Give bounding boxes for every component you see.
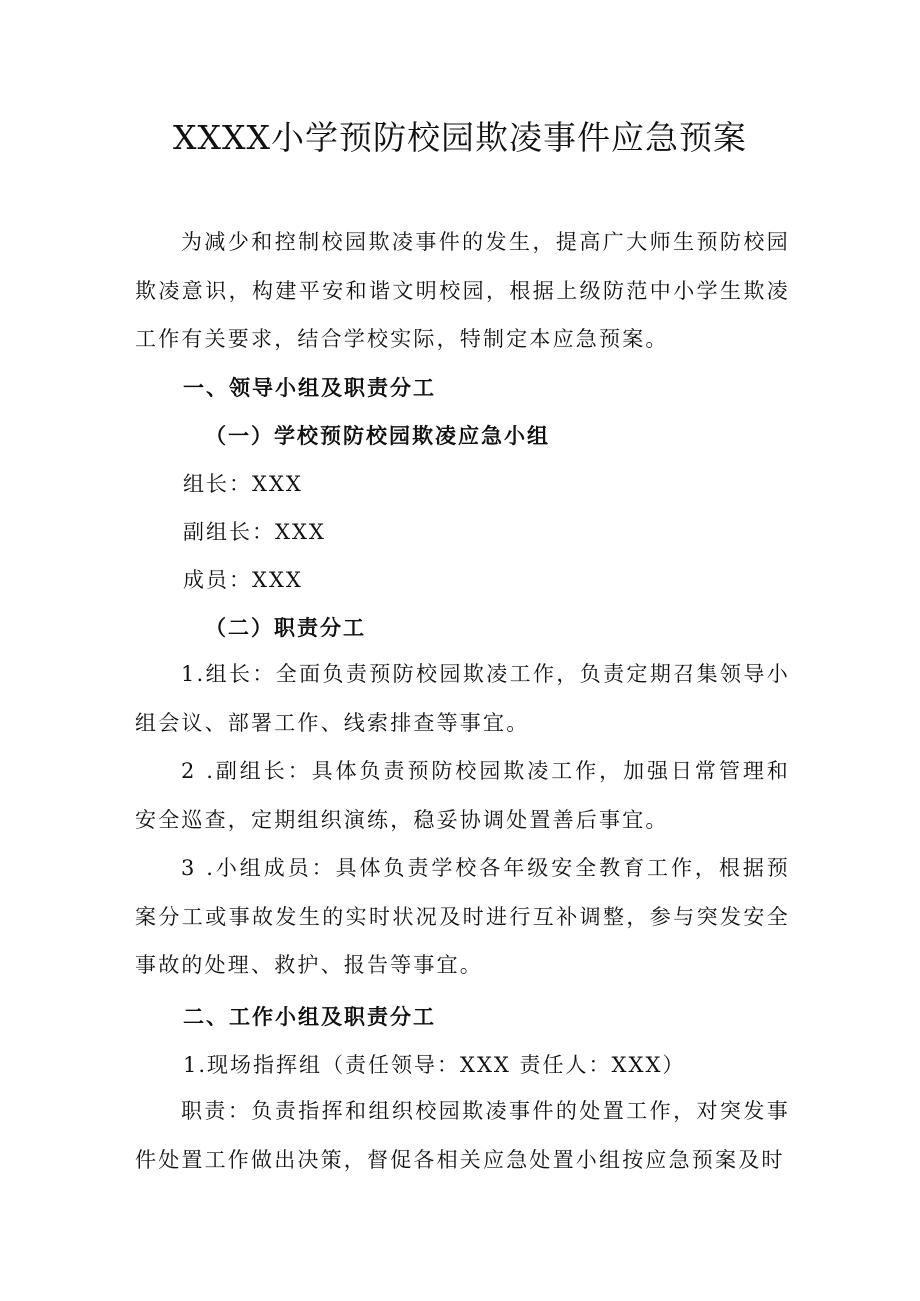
section1-heading: 一、领导小组及职责分工 [183,375,436,400]
group1-line: 1.现场指挥组（责任领导：XXX 责任人：XXX） [183,1053,686,1077]
duty-item-2-text: 2 .副组长：具体负责预防校园欺凌工作，加强日常管理和安全巡查，定期组织演练，稳妥协调处置善后事宜。 [135,759,790,832]
duty-item-3 [135,844,790,990]
duty-item-1-text: 1.组长：全面负责预防校园欺凌工作，负责定期召集领导小组会议、部署工作、线索排查等事宜。 [135,662,790,735]
duty-item-3-text: 3 .小组成员：具体负责学校各年级安全教育工作，根据预案分工或事故发生的实时状况及时进行互补调整，参与突发安全事故的处理、救护、报告等事宜。 [135,856,790,977]
section2-heading: 二、工作小组及职责分工 [183,1004,436,1029]
duty-item-2 [135,747,790,844]
leader-line: 组长：XXX [183,472,303,496]
duty1-text: 职责：负责指挥和组织校园欺凌事件的处置工作，对突发事件处置工作做出决策，督促各相关应急处置小组按应急预案及时 [135,1099,790,1172]
section1-sub1-heading: （一）学校预防校园欺凌应急小组 [205,423,550,448]
deputy-line: 副组长：XXX [183,520,326,544]
duty1-paragraph [135,1087,790,1184]
document-title: XXXX小学预防校园欺凌事件应急预案 [173,118,747,157]
section1-sub2-heading: （二）职责分工 [205,615,366,640]
members-line: 成员：XXX [183,568,303,592]
duty-item-1 [135,650,790,747]
intro-paragraph [135,218,790,364]
intro-text: 为减少和控制校园欺凌事件的发生，提高广大师生预防校园欺凌意识，构建平安和谐文明校园，根据上级防范中小学生欺凌工作有关要求，结合学校实际，特制定本应急预案。 [135,230,790,351]
